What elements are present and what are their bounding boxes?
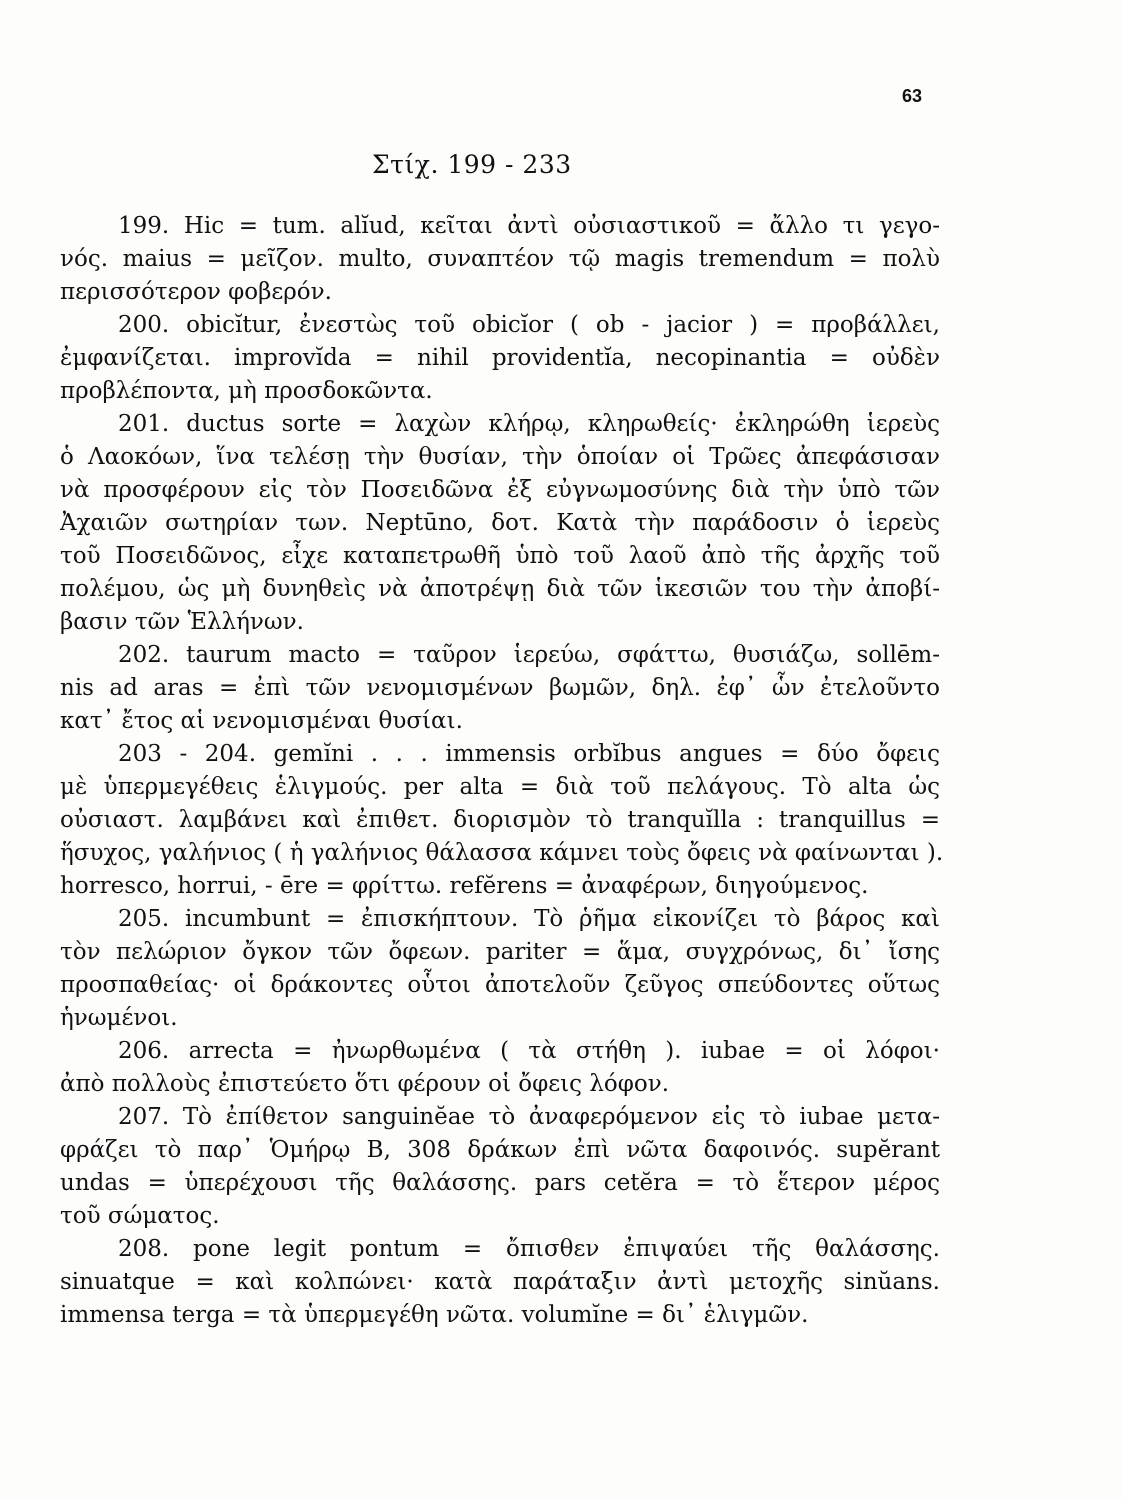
page-heading: Στίχ. 199 - 233 (372, 150, 572, 179)
text-line: 200. obicĭtur, ἐνεστὼς τοῦ obicĭor ( ob - jacior ) = προβάλλει, (118, 312, 940, 338)
text-line: undas = ὑπερέχουσι τῆς θαλάσσης. pars cetĕra = τὸ ἕτερον μέρος (60, 1170, 940, 1196)
text-line: 206. arrecta = ἠνωρθωμένα ( τὰ στήθη ). iubae = οἱ λόφοι· (118, 1038, 940, 1064)
text-line: nis ad aras = ἐπὶ τῶν νενομισμένων βωμῶν, δηλ. ἐφ᾿ ὧν ἐτελοῦντο (60, 675, 940, 701)
text-line: 203 - 204. gemĭni . . . immensis orbĭbus angues = δύο ὄφεις (118, 741, 940, 767)
text-line: προβλέποντα, μὴ προσδοκῶντα. (60, 378, 433, 404)
text-line: τὸν πελώριον ὄγκον τῶν ὄφεων. pariter = ἅμα, συγχρόνως, δι᾿ ἴσης (60, 939, 940, 965)
text-line: πολέμου, ὡς μὴ δυνηθεὶς νὰ ἀποτρέψῃ διὰ τῶν ἱκεσιῶν του τὴν ἀποβί- (60, 576, 940, 602)
text-line: ὁ Λαοκόων, ἵνα τελέσῃ τὴν θυσίαν, τὴν ὁποίαν οἱ Τρῶες ἀπεφάσισαν (60, 444, 940, 470)
text-line: περισσότερον φοβερόν. (60, 279, 332, 305)
page-number: 63 (901, 86, 922, 106)
text-line: μὲ ὑπερμεγέθεις ἑλιγμούς. per alta = διὰ τοῦ πελάγους. Τὸ alta ὡς (60, 774, 940, 800)
text-line: ἀπὸ πολλοὺς ἐπιστεύετο ὅτι φέρουν οἱ ὄφεις λόφον. (60, 1071, 670, 1097)
text-line: τοῦ Ποσειδῶνος, εἶχε καταπετρωθῆ ὑπὸ τοῦ λαοῦ ἀπὸ τῆς ἀρχῆς τοῦ (60, 543, 940, 569)
text-line: οὐσιαστ. λαμβάνει καὶ ἐπιθετ. διορισμὸν τὸ tranquĭlla : tranquillus = (60, 807, 940, 833)
text-line: βασιν τῶν Ἑλλήνων. (60, 609, 304, 635)
text-line: ἐμφανίζεται. improvĭda = nihil providentĭa, necopinantia = οὐδὲν (60, 345, 940, 371)
text-line: ἡνωμένοι. (60, 1005, 178, 1031)
text-line: φράζει τὸ παρ᾿ Ὁμήρῳ Β, 308 δράκων ἐπὶ νῶτα δαφοινός. supĕrant (60, 1137, 940, 1163)
text-line: 207. Τὸ ἐπίθετον sanguinĕae τὸ ἀναφερόμενον εἰς τὸ iubae μετα- (118, 1104, 940, 1130)
text-line: sinuatque = καὶ κολπώνει· κατὰ παράταξιν ἀντὶ μετοχῆς sinŭans. (60, 1269, 940, 1295)
commentary-text (60, 210, 944, 1332)
text-line: νός. maius = μεῖζον. multo, συναπτέον τῷ magis tremendum = πολὺ (60, 246, 940, 272)
text-line: 199. Hic = tum. alĭud, κεῖται ἀντὶ οὐσιαστικοῦ = ἄλλο τι γεγο- (118, 213, 940, 239)
text-line: τοῦ σώματος. (60, 1203, 220, 1229)
text-line: ἥσυχος, γαλήνιος ( ἡ γαλήνιος θάλασσα κάμνει τοὺς ὄφεις νὰ φαίνωνται ). (60, 840, 944, 866)
text-line: 202. taurum macto = ταῦρον ἱερεύω, σφάττω, θυσιάζω, sollēm- (118, 642, 940, 668)
text-line: κατ᾿ ἔτος αἱ νενομισμέναι θυσίαι. (60, 708, 463, 734)
text-line: horresco, horrui, - ēre = φρίττω. refĕrens = ἀναφέρων, διηγούμενος. (60, 873, 869, 899)
text-line: 201. ductus sorte = λαχὼν κλήρῳ, κληρωθείς· ἐκληρώθη ἱερεὺς (118, 411, 940, 437)
text-line: 205. incumbunt = ἐπισκήπτουν. Τὸ ῥῆμα εἰκονίζει τὸ βάρος καὶ (118, 906, 940, 932)
text-line: νὰ προσφέρουν εἰς τὸν Ποσειδῶνα ἐξ εὐγνωμοσύνης διὰ τὴν ὑπὸ τῶν (60, 477, 940, 503)
text-line: προσπαθείας· οἱ δράκοντες οὗτοι ἀποτελοῦν ζεῦγος σπεύδοντες οὕτως (60, 972, 940, 998)
text-line: Ἀχαιῶν σωτηρίαν των. Neptūno, δοτ. Κατὰ τὴν παράδοσιν ὁ ἱερεὺς (60, 510, 940, 536)
text-line: 208. pone legit pontum = ὄπισθεν ἐπιψαύει τῆς θαλάσσης. (118, 1236, 940, 1262)
text-line: immensa terga = τὰ ὑπερμεγέθη νῶτα. volumĭne = δι᾿ ἑλιγμῶν. (60, 1302, 809, 1328)
